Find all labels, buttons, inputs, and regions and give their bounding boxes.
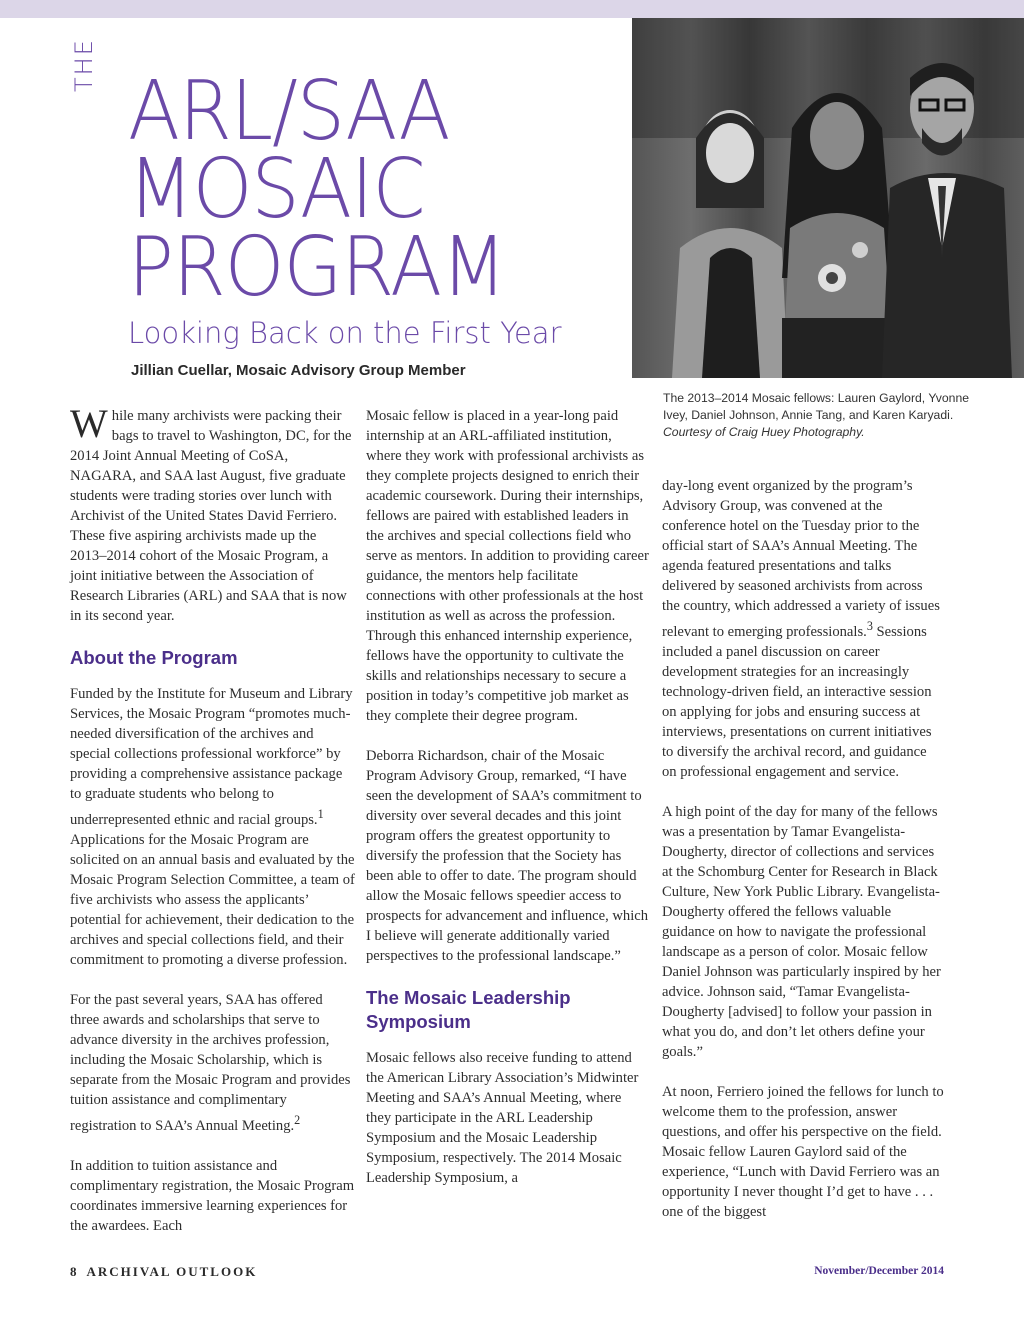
title-line-2: MOSAIC — [128, 140, 425, 237]
title-prefix: THE — [70, 38, 98, 92]
top-band-gap — [0, 18, 632, 38]
column2-paragraph-3: Mosaic fellows also receive funding to attend the American Library Association’s Midwinter Meeting and SAA’s Annual Meeting, where they participate in the ARL Leadership Symposium and the Mosaic Leadership Symposium, respectively. The 2014 Mosaic Leadership Symposium, a — [366, 1050, 639, 1186]
page-number: 8 — [70, 1264, 77, 1279]
author-byline: Jillian Cuellar, Mosaic Advisory Group Member — [131, 362, 466, 379]
column3-paragraph-2: A high point of the day for many of the fellows was a presentation by Tamar Evangelista-Dougherty, director of collections and services at the Schomburg Center for Research in Black Culture, New York Public Library. Evangelista-Dougherty offered the fellows valuable guidance on how to navigate the professional landscape as a person of color. Mosaic fellow Daniel Johnson was particularly inspired by her advice. Johnson said, “Tamar Evangelista-Dougherty [advised] to follow your passion in what you do, and don’t let others define your goals.” — [662, 803, 941, 1060]
section-heading-symposium: The Mosaic Leadership Symposium — [366, 987, 571, 1032]
column3-paragraph-3: At noon, Ferriero joined the fellows for lunch to welcome them to the profession, answer questions, and offer his perspective on the field. Mosaic fellow Lauren Gaylord said of the experience, “Lunch with David Ferriero was an opportunity I never thought I’d get to have . . . one of the biggest — [662, 1083, 944, 1220]
publication-name: ARCHIVAL OUTLOOK — [86, 1264, 258, 1279]
about-paragraph-1 — [70, 684, 355, 970]
caption-text: The 2013–2014 Mosaic fellows: Lauren Gaylord, Yvonne Ivey, Daniel Johnson, Annie Tang, and Karen Karyadi. — [663, 391, 970, 422]
article-column-1 — [70, 401, 355, 1256]
column3-paragraph-1 — [662, 476, 944, 782]
photo-caption — [663, 390, 993, 441]
article-column-3 — [662, 476, 944, 1242]
article-column-2 — [366, 406, 650, 1208]
intro-text: hile many archivists were packing their bags to travel to Washington, DC, for the 2014 Joint Annual Meeting of CoSA, NAGARA, and SAA last August, five graduate students were trading stories over lunch with Archivist of the United States David Ferriero. These five aspiring archivists made up the 2013–2014 cohort of the Mosaic Program, a joint initiative between the Association of Research Libraries (ARL) and SAA that is now in its second year. — [70, 408, 352, 624]
drop-cap: W — [70, 401, 108, 446]
section-heading-about: About the Program — [70, 647, 238, 668]
about-p1-continuation: Applications for the Mosaic Program are solicited on an annual basis and evaluated by the Mosaic Program Selection Committee, a team of five archivists who assess the applicants’ potential for achievement, their dedication to the archives and special collections field, and their commitment to promoting a diverse profession. — [70, 831, 355, 968]
fellows-photo-illustration — [632, 18, 1024, 378]
footnote-ref-2: 2 — [294, 1112, 301, 1127]
col3-p1-continuation: Sessions included a panel discussion on career development strategies for an increasingly technology-driven field, an interactive session on applying for jobs and ensuring success at interviews, presentations on current initiatives to diversify the archival record, and guidance on professional engagement and service. — [662, 623, 932, 780]
about-p2-text: For the past several years, SAA has offered three awards and scholarships that serve to advance diversity in the archives profession, including the Mosaic Scholarship, which is separate from the Mosaic Program and provides tuition assistance and complimentary registration to SAA’s Annual Meeting. — [70, 991, 351, 1134]
top-color-band — [0, 0, 1024, 18]
issue-date: November/December 2014 — [814, 1265, 944, 1277]
caption-credit: Courtesy of Craig Huey Photography. — [663, 425, 865, 439]
footnote-ref-3: 3 — [866, 619, 873, 633]
title-line-3: PROGRAM — [128, 218, 506, 315]
fellows-photo — [632, 18, 1024, 378]
about-paragraph-2 — [70, 990, 355, 1136]
col3-p1-text: day-long event organized by the program’s Advisory Group, was convened at the conference hotel on the Tuesday prior to the official start of SAA’s Annual Meeting. The agenda featured presentations and talks delivered by seasoned archivists from across the country, which addressed a variety of issues relevant to emerging professionals. — [662, 478, 940, 640]
about-p1-text: Funded by the Institute for Museum and Library Services, the Mosaic Program “promotes much-needed diversification of the archives and special collections professional workforce” by providing a comprehensive assistance package to graduate students who belong to underrepresented ethnic and racial groups. — [70, 686, 353, 828]
column2-paragraph-2: Deborra Richardson, chair of the Mosaic Program Advisory Group, remarked, “I have seen the development of SAA’s commitment to diversity over several decades and this joint program offers the greatest opportunity to diversify the profession that the Society has been able to offer to date. The program should allow the Mosaic fellows speedier access to prospects for advancement and influence, which I believe will generate additionally varied perspectives to the professional landscape.” — [366, 748, 649, 964]
footnote-ref-1: 1 — [317, 807, 324, 821]
title-line-1: ARL/SAA — [128, 62, 450, 159]
article-subtitle: Looking Back on the First Year — [128, 316, 562, 350]
column2-paragraph-1: Mosaic fellow is placed in a year-long paid internship at an ARL-affiliated institution, where they work with professional archivists as they complete projects designed to enrich their academic coursework. During their internships, fellows are paired with established leaders in the archives and special collections field who serve as mentors. In addition to providing career guidance, the mentors help facilitate connections with other professionals at the host institution as well as across the profession. Through this enhanced internship experience, fellows have the opportunity to cultivate the skills and relationships necessary to secure a position in today’s competitive job market as they complete their degree program. — [366, 408, 649, 724]
intro-paragraph — [70, 401, 355, 626]
footer-page-label — [70, 1264, 257, 1280]
about-paragraph-3: In addition to tuition assistance and complimentary registration, the Mosaic Program coordinates immersive learning experiences for the awardees. Each — [70, 1157, 355, 1234]
